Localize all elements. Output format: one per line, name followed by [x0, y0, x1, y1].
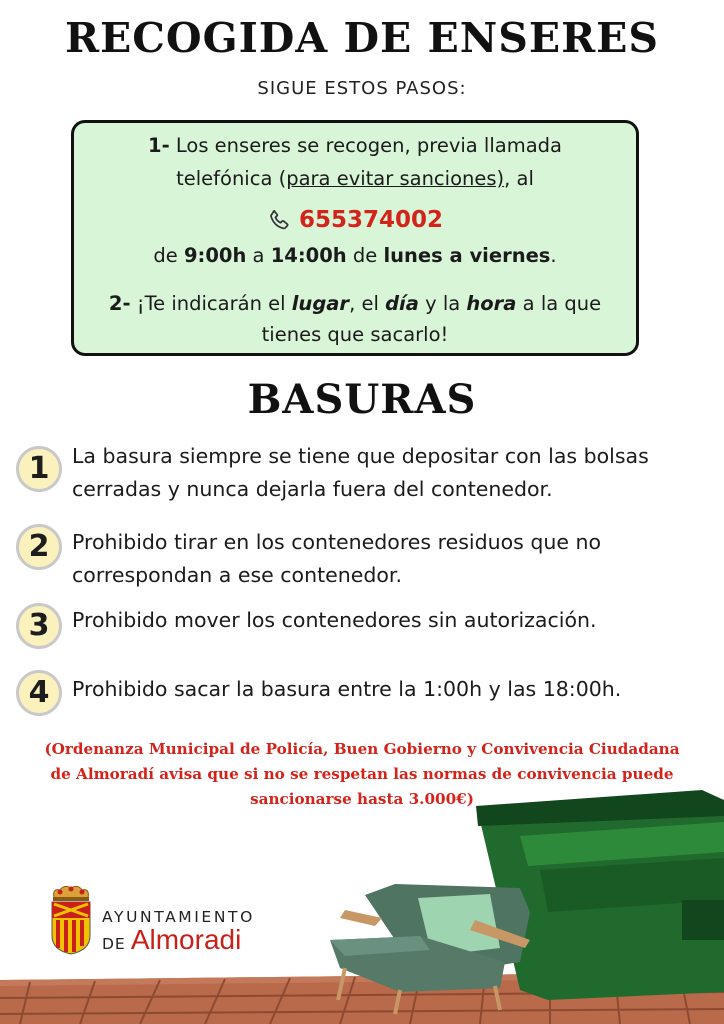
- rule-number-circle: 3: [16, 603, 62, 649]
- hours-from: 9:00h: [183, 244, 247, 267]
- hours-end: .: [550, 244, 557, 267]
- step1-line2: [74, 165, 636, 193]
- step2-line2: tienes que sacarlo!: [261, 323, 449, 346]
- step1-text-a: telefónica (: [176, 167, 287, 190]
- rule-text: Prohibido sacar la basura entre la 1:00h y las 18:00h.: [72, 677, 622, 701]
- step1-text-b: , al: [504, 167, 534, 190]
- logo-town-name: Almoradi: [130, 924, 242, 955]
- rule-text: Prohibido mover los contenedores sin autorización.: [72, 608, 597, 632]
- page-title: RECOGIDA DE ENSERES: [64, 14, 660, 62]
- step2-text-b: , el: [349, 292, 386, 315]
- step2-text-a: ¡Te indicarán el: [130, 292, 292, 315]
- step1-number: 1-: [148, 134, 170, 157]
- logo-de: DE: [102, 935, 126, 953]
- step2-dia: día: [385, 292, 419, 315]
- step1-underline: para evitar sanciones): [286, 167, 505, 190]
- step2-hora: hora: [466, 292, 517, 315]
- ayuntamiento-logo: [46, 884, 276, 956]
- basuras-title: BASURAS: [247, 376, 477, 423]
- hours-a: a: [246, 244, 271, 267]
- step2-line1: [74, 290, 636, 318]
- note-line1: (Ordenanza Municipal de Policía, Buen Gobierno y Convivencia Ciudadana: [44, 740, 680, 758]
- step2-number: 2-: [108, 292, 131, 315]
- note-line2: de Almoradí avisa que si no se respetan las normas de convivencia puede: [50, 765, 674, 783]
- hours-days: lunes a viernes: [383, 244, 551, 267]
- step2-lugar: lugar: [291, 292, 350, 315]
- steps-box: [71, 120, 639, 356]
- rule-number-circle: 4: [16, 670, 62, 716]
- hours-line: [74, 242, 636, 270]
- coat-of-arms-icon: [46, 884, 96, 956]
- logo-line1: AYUNTAMIENTO: [102, 908, 255, 926]
- hours-de: de: [153, 244, 184, 267]
- armchair: [330, 884, 530, 1014]
- phone-icon: [267, 207, 293, 233]
- rule-number-circle: 2: [16, 524, 62, 570]
- step2-text-c: y la: [418, 292, 467, 315]
- phone-number[interactable]: 655374002: [298, 207, 444, 233]
- ordinance-note: [0, 737, 724, 812]
- step2-text-d: a la que: [516, 292, 602, 315]
- hours-de2: de: [346, 244, 384, 267]
- step1-text: Los enseres se recogen, previa llamada: [169, 134, 562, 157]
- green-container: [476, 790, 724, 1000]
- rule-text: La basura siempre se tiene que depositar con las bolsas cerradas y nunca dejarla fuera del contenedor.: [72, 444, 649, 501]
- step1-line1: [74, 132, 636, 160]
- phone-row: [74, 207, 636, 233]
- page-subtitle: SIGUE ESTOS PASOS:: [257, 78, 467, 99]
- note-line3: sancionarse hasta 3.000€): [250, 790, 474, 808]
- hours-to: 14:00h: [270, 244, 347, 267]
- logo-line2: [102, 924, 241, 956]
- brick-floor: [0, 972, 724, 1024]
- rule-number-circle: 1: [16, 446, 62, 492]
- rule-text: Prohibido tirar en los contenedores residuos que no correspondan a ese contenedor.: [72, 530, 601, 587]
